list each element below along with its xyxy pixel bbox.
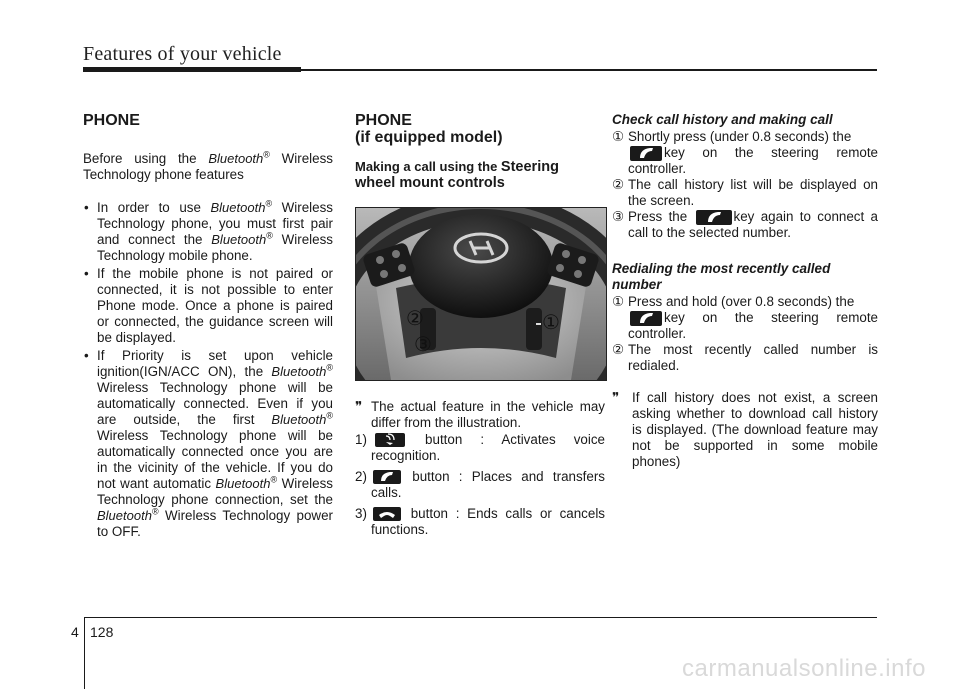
illustration-note: ❞ The actual feature in the vehicle may differ from the illustration. (355, 399, 605, 430)
phone-end-icon (373, 507, 401, 521)
history-step-2: ② The call history list will be displayed on the screen. (612, 177, 878, 208)
call-button-item: 2) button : Places and transfers calls. (355, 469, 605, 500)
bullet-pair-phone: • In order to use Bluetooth® Wireless Technology phone, you must first pair and connect the Bluetooth® Wireless Technology mobile phone. (83, 200, 333, 264)
history-step-3: ③ Press the key again to connect a call to the selected number. (612, 209, 878, 240)
call-history-heading: Check call history and making call (612, 112, 833, 127)
page-number: 128 (90, 624, 114, 640)
phone-call-icon (630, 311, 662, 326)
phone-call-icon (373, 470, 401, 484)
bullet-priority: • If Priority is set upon vehicle ignition(IGN/ACC ON), the Bluetooth® Wireless Technology phone will be automatically connected. Even if you are outside, the first Bluetooth® Wireless Technology phone will be automatically connected once you are in the vicinity of the vehicle. If you do not want automatic Bluetooth® Wireless Technology phone connection, set the Bluetooth® Wireless Technology power to OFF. (83, 348, 333, 540)
callout-1: ① (542, 312, 560, 334)
footer-divider (84, 618, 85, 689)
steering-wheel-illustration (355, 207, 607, 381)
page-header-title: Features of your vehicle (83, 43, 282, 65)
callout-3: ③ (414, 334, 432, 356)
header-rule-thin (301, 69, 877, 71)
intro-paragraph: Before using the Bluetooth® Wireless Technology phone features (83, 149, 333, 182)
chapter-number: 4 (71, 624, 79, 640)
header-rule-thick (83, 67, 301, 72)
middle-notes (355, 399, 605, 538)
voice-button-item: 1) button : Activates voice recognition. (355, 432, 605, 463)
phone-heading: PHONE (83, 112, 140, 129)
steering-subheading: Making a call using the Steering wheel mount controls (355, 159, 559, 191)
watermark: carmanualsonline.info (682, 655, 926, 682)
bullet-not-paired: • If the mobile phone is not paired or connected, it is not possible to enter Phone mode. Once a phone is paired or connected, the guidance screen will be displayed. (83, 266, 333, 346)
call-history-note: ❞ If call history does not exist, a screen asking whether to download call history is displayed. (The download feature may not be supported in some mobile phones) (612, 390, 878, 469)
phone-call-icon (696, 210, 732, 225)
redial-heading: Redialing the most recently called number (612, 261, 831, 292)
voice-recognition-icon (375, 433, 405, 447)
redial-step-1: ① Press and hold (over 0.8 seconds) the key on the steering remote controller. (612, 294, 878, 341)
middle-column (355, 112, 605, 191)
end-call-button-item: 3) button : Ends calls or cancels functions. (355, 506, 605, 537)
footer-rule (84, 617, 877, 618)
phone-heading-2: PHONE (355, 112, 412, 129)
callout-2: ② (406, 308, 424, 330)
right-column (612, 112, 878, 470)
phone-call-icon (630, 146, 662, 161)
phone-heading-2-sub: (if equipped model) (355, 129, 503, 146)
left-column (83, 112, 333, 540)
redial-step-2: ② The most recently called number is redialed. (612, 342, 878, 373)
history-step-1: ① Shortly press (under 0.8 seconds) the key on the steering remote controller. (612, 129, 878, 176)
